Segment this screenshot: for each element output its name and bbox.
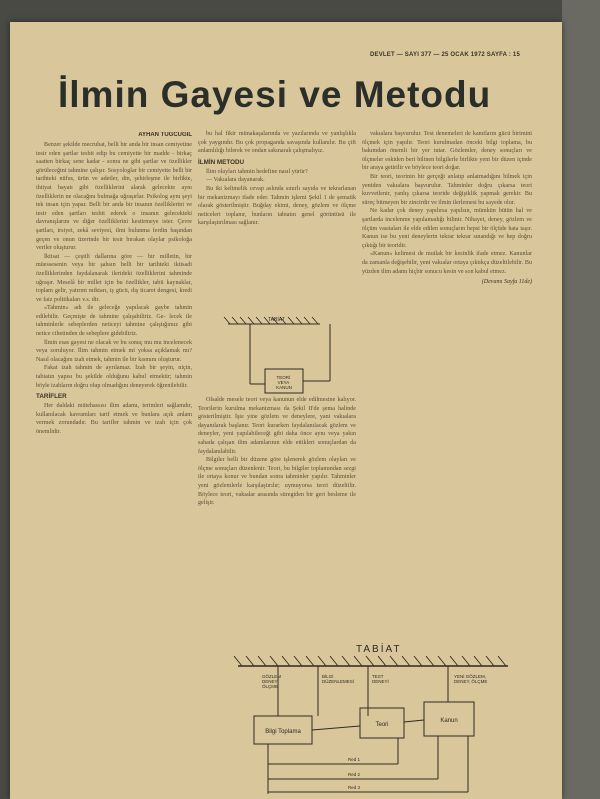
diagram2-loop-label: Red 1	[348, 757, 361, 762]
diagram2-label-line: DENEY	[262, 679, 278, 684]
diagram2-tabiat: TABİAT	[356, 644, 402, 655]
col2-paragraph: İlim olayları tahmin hedefine nasıl yürür?	[206, 168, 308, 175]
col2-paragraph: Bilgiler belli bir düzene göre işlenerek gözlem olayları ve ölçme sonuçları düzenlenir. Teori, bu bilgiler toplamından sezgi ile ortaya konur ve bundan sonra tahminler yapılır. Tahminler yeni gözlemlerle karşılaştırılır; uymuyorsa teori düzeltilir. Böylece teori, vakıalar arasında süregiden bir geri besleme ile gelişir.	[198, 457, 356, 507]
diagram2-label-line: DENEYİ	[372, 679, 389, 684]
col1-paragraph: Her daldaki mütehassısı ilim adamı, terimleri sağlamdır, kullanılacak kavramları tarif etmek ve bunlara açık anlam vermek zorundadır. Bu tarifler tahmin ve izah için çok önemlidir.	[36, 403, 192, 435]
diagram2-loop-label: Red 3	[348, 785, 361, 790]
diagram2-loop-label: Red 2	[348, 772, 361, 777]
diagram2-label-line: BİLGİ	[322, 674, 334, 679]
col2-paragraph: — Vakıalara dayanarak.	[206, 177, 265, 184]
col1-paragraph: Benzer şekilde mecrubat, belli bir anda bir insan cemiyetine tesir eden şartlar tesbit edip bu cemiyette bir madde - birkaç saatten birkaç sene kadar - sonra ne gibi şartlar ve özellikler görüleceğini tahmine çalışır. Sosyologlar bir cemiyette belli bir tarihteki nüfus, ürün ve adetler, din, şehirleşme ile birlikte, ihtiyat hayatı gibi özelliklerini alarak gelecekte aynı özelliklerin ne olacağını bulmağa uğraşırlar. Psikolog aynı şeyi tek insan için yapar. Belli bir anda bir insanın özelliklerini ve tesir eden şartları tesbit ederek o insanın gelecekteki davranışlarını ve diğer özelliklerini kestirmeye ister. Çevre şartları, irsiyet, zekâ seviyesi, ilmi bulunma ferdin başından geçen ve onun üzerinde bir tesir bırakan olaylar psikoloğa veriler oluşturur.	[36, 142, 192, 252]
column-3	[362, 130, 532, 640]
column-2-top	[198, 130, 356, 326]
col3-paragraph: Bir teori, teorinin bir gerçeği anlatıp anlatmadığını bilmek için yeniden vakıalara başvurulur. Tahminler doğru çıkarsa teori kuvvetlenir, yanlış çıkarsa teoride değişiklik yapmak gerekir. Bu süreç bitmeyen bir zincirdir ve ilmin ilerlemesi bu sayede olur.	[362, 173, 532, 206]
diagram1-box-line: KANUN	[276, 385, 292, 390]
continued-note: (Devamı Sayfa 11de)	[481, 279, 532, 286]
diagram2-label-line: ÖLÇME	[262, 684, 279, 689]
diagram1-box-line: VEYA	[277, 380, 290, 385]
col1-paragraph: «Tahmin» adı ile geleceğe yapılacak gaybe tahmin edilebilir. Geçmişte de tahmine çalışabiliriz. Ge- lecek ile tahminlerle sebeplerden neticeyi tahmine çalıştığımız gibi netice cihetinden de sebeplere gidebiliriz.	[36, 305, 192, 338]
page-header: DEVLET — SAYI 377 — 25 OCAK 1972 SAYFA : 15	[370, 52, 520, 58]
col3-paragraph: vakıalara başvurulur. Test denemeleri de kanıtların gücü birimini ölçmek için yapılır. Teori kurulmadan önceki bilgi toplama, bu bakımdan önemli bir yer tutar. Gözlemler, deney sonuçları ve ölçmeler eskiden beri bilinen bilgilerle birlikte yeni bir düzen içinde bir araya getirilir ve böylece teori doğar.	[362, 131, 532, 172]
col1-paragraph: Fakat izah tahmin de ayrılamaz. İzah bir şeyin, niçin, tabiatın yapısı bu şekilde olduğunu kabul etmektir; tahmin böyle izahların doğru olup olmadığını deneyerek öğrenilebilir.	[36, 365, 192, 389]
diagram-2	[198, 634, 538, 799]
diagram1-tabiat: TABİAT	[268, 317, 285, 323]
diagram2-label-line: DÜZENLEMESİ	[322, 679, 355, 684]
byline: AYHAN TUĞCUGİL	[138, 132, 192, 138]
col2-paragraph: Olsalde mesele teori veya kanunun elde edilmesine kalıyor. Teorilerin kurulma mekanizması da Şekil II'de şema halinde gösterilmiştir. İşte yine gözlem ve deneylere, yani vakıalara dayanılarak başlanır. Teori kurarken faydalanılacak gözlem ve deneyler, yeni yapılabileceği gibi daha önce aynı veya yakın sahada çalışan ilim adamlarının elde ettikleri sonuçlardan da faydalanılabilir.	[198, 397, 356, 455]
diagram2-label-gozlem	[262, 673, 282, 689]
column-1	[36, 132, 192, 797]
subhead-tarifler: TARİFLER	[36, 393, 67, 401]
subhead-ilmin-metodu: İLMİN METODU	[198, 158, 245, 166]
diagram2-label-bilgi	[322, 673, 354, 684]
diagram1-box-line: TEORİ	[276, 375, 291, 380]
diagram2-box-bilgi-toplama: Bilgi Toplama	[265, 729, 301, 735]
diagram-1	[190, 314, 358, 396]
diagram2-label-line: DENEY, ÖLÇME	[454, 679, 488, 684]
col2-paragraph: Bu iki kelimelik cevap aslında sınırlı sayıda ve tekrarlanan bir mekanizmayı ifade eder. Tahmin işlemi Şekil 1 de şematik olarak gösterilmiştir. Buğday ekimi, deney, gözlem ve ölçme neticeleri toplanır, bunların tabiatın genel görüntüsü ile karşılaştırılması sağlanır.	[198, 185, 356, 227]
col1-paragraph: İlmin esas gayesi ne olacak ve bu sonuç mu mu incelenecek veya soruluyor. İlim tahmin etmek mi yoksa açıklamak mı? Nasıl olacağını izah etmek, tahmin ile bir kısmını oluşturur.	[36, 339, 192, 363]
col1-paragraph: İktisat — çeşitli dallarına göre — bir milletin, bir müessesenin veya bir şahsın belli bir tarihteki iktisadi özelliklerinden faydalanarak ilerideki özelliklerini tahminde uğraşır. Meselâ bir millet için bu özellikler, tabii kaynaklar, toplam gelir, yatırım miktarı, iş gücü, dış ticaret dengesi, kredi ve faiz politikaları v.s. dir.	[36, 253, 192, 303]
col2-paragraph: bu hal fikir münakaşalarında ve yazılarında ve yanlışlıkla çok yaygındır. Bu çok propaganda savaşında kullanılır. Bu çift anlamlılığı bilerek ve ondan sakınarak çalışmalıyız.	[198, 131, 356, 155]
article-title: İlmin Gayesi ve Metodu	[58, 74, 492, 115]
col3-paragraph: «Kanun» kelimesi de mutlak bir kesinlik ifade etmez. Kanunlar da zamanla değişebilir, yeni vakıalar ortaya çıktıkça düzeltilebilir. Bu yüzden ilim adamı hiçbir sonucu kesin ve son kabul etmez.	[362, 251, 532, 275]
diagram2-box-kanun: Kanun	[440, 718, 458, 724]
col3-paragraph: Ne kadar çok deney yapılırsa yapılsın, mümkün bütün hal ve şartlarda incelenme yapılamadığı bilinir. Nihayet, deney, gözlem ve ölçüm vasıtaları ile elde edilen sonuçların hepsi bir ölçüde hata taşır. Kanun ise bu yeni deneylerin tekrar tekrar sınandığı ve hep doğru çıktığı bir teoridir.	[362, 208, 532, 249]
diagram2-label-line: YENİ GÖZLEM,	[454, 674, 487, 679]
background-edge	[562, 0, 600, 799]
diagram2-box-teori: Teori	[375, 722, 389, 728]
diagram2-label-test	[372, 674, 389, 684]
diagram2-label-line: TEST	[372, 674, 384, 679]
diagram1-box-label	[276, 374, 292, 390]
diagram2-label-yeni	[454, 673, 487, 684]
column-2-lower	[198, 396, 356, 631]
newspaper-page	[10, 22, 562, 799]
diagram2-label-line: GÖZLEM	[262, 674, 282, 679]
